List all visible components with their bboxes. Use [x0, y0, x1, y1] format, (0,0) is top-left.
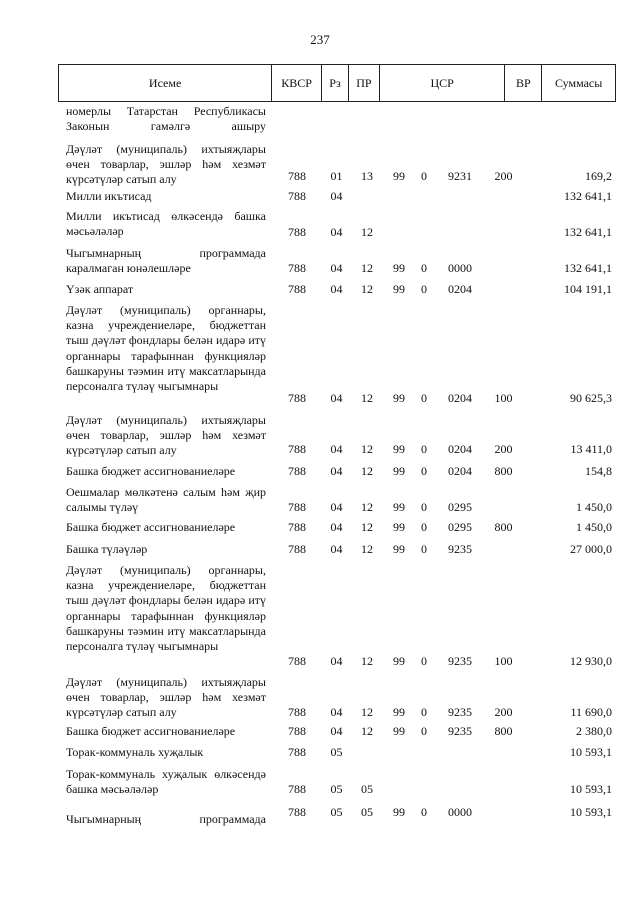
row-csr-subprogram: 0: [421, 169, 427, 183]
row-rz: 05: [330, 782, 343, 796]
row-pr: 12: [361, 500, 373, 514]
row-kvsr: 788: [288, 169, 306, 183]
row-name: Башка бюджет ассигнованиеләре: [66, 464, 236, 478]
row-csr-direction: 0204: [448, 464, 472, 478]
row-name: Дәүләт (муниципаль) ихтыяҗлары өчен товарлар, эшләр һәм хезмәт күрсәтүләр сатып алу: [66, 675, 266, 720]
row-csr-subprogram: 0: [421, 282, 427, 296]
row-csr-subprogram: 0: [421, 442, 427, 456]
row-csr-program: 99: [393, 391, 405, 405]
row-pr: 12: [361, 542, 373, 556]
header-csr: ЦСР: [380, 65, 506, 101]
row-sum: 132 641,1: [564, 189, 612, 203]
row-csr-direction: 0000: [448, 261, 472, 275]
row-csr-program: 99: [393, 542, 405, 556]
row-kvsr: 788: [288, 745, 306, 759]
row-name: Дәүләт (муниципаль) органнары, казна учреждениеләре, бюджеттан тыш дәүләт фондлары белән идарә итү органнары тарафыннан функцияләр башкаруны тәэмин итү максатларында персоналга түләү чыгымнары: [66, 303, 266, 394]
row-sum: 2 380,0: [576, 724, 612, 738]
row-pr: 12: [361, 391, 373, 405]
row-rz: 05: [330, 805, 343, 819]
row-name: Дәүләт (муниципаль) ихтыяҗлары өчен товарлар, эшләр һәм хезмәт күрсәтүләр сатып алу: [66, 142, 266, 187]
row-sum: 104 191,1: [564, 282, 612, 296]
row-name: Торак-коммуналь хуҗалык: [66, 745, 204, 759]
row-name: Дәүләт (муниципаль) ихтыяҗлары өчен товарлар, эшләр һәм хезмәт күрсәтүләр сатып алу: [66, 413, 266, 458]
row-kvsr: 788: [288, 189, 306, 203]
row-csr-program: 99: [393, 724, 405, 738]
row-kvsr: 788: [288, 782, 306, 796]
row-pr: 12: [361, 261, 373, 275]
row-name: Чыгымнарның программада каралмаган юнәлешләре: [66, 246, 266, 276]
row-sum: 1 450,0: [576, 520, 612, 534]
row-name: Торак-коммуналь хуҗалык өлкәсендә башка мәсьәләләр: [66, 767, 266, 797]
row-sum: 10 593,1: [570, 745, 612, 759]
row-csr-subprogram: 0: [421, 724, 427, 738]
row-name: Дәүләт (муниципаль) органнары, казна учреждениеләре, бюджеттан тыш дәүләт фондлары белән идарә итү органнары тарафыннан функцияләр башкаруны тәэмин итү максатларында персоналга түләү чыгымнары: [66, 563, 266, 654]
row-pr: 13: [361, 169, 373, 183]
header-kvsr: КВСР: [272, 65, 322, 101]
row-pr: 12: [361, 225, 373, 239]
row-csr-subprogram: 0: [421, 261, 427, 275]
row-csr-program: 99: [393, 282, 405, 296]
row-rz: 04: [330, 724, 343, 738]
row-rz: 04: [330, 705, 343, 719]
row-csr-direction: 0204: [448, 282, 472, 296]
header-sum: Суммасы: [554, 75, 603, 90]
row-kvsr: 788: [288, 520, 306, 534]
row-name: номерлы Татарстан Республикасы Законын гамәлгә ашыру: [66, 104, 266, 134]
row-sum: 27 000,0: [570, 542, 612, 556]
row-pr: 12: [361, 724, 373, 738]
row-sum: 132 641,1: [564, 225, 612, 239]
row-vr: 100: [494, 391, 513, 405]
row-csr-program: 99: [393, 464, 405, 478]
row-name: Милли икътисад өлкәсендә башка мәсьәләләр: [66, 209, 266, 239]
row-kvsr: 788: [288, 442, 306, 456]
row-sum: 13 411,0: [570, 442, 612, 456]
row-vr: 800: [494, 464, 513, 478]
header-rz: Рз: [322, 65, 349, 101]
row-name: Башка бюджет ассигнованиеләре: [66, 520, 236, 534]
row-sum: 1 450,0: [576, 500, 612, 514]
row-name: Башка түләүләр: [66, 542, 148, 556]
row-csr-program: 99: [393, 705, 405, 719]
row-kvsr: 788: [288, 805, 306, 819]
row-csr-subprogram: 0: [421, 464, 427, 478]
row-csr-program: 99: [393, 520, 405, 534]
row-sum: 11 690,0: [570, 705, 612, 719]
row-kvsr: 788: [288, 282, 306, 296]
row-vr: 200: [494, 442, 513, 456]
row-pr: 12: [361, 464, 373, 478]
row-csr-direction: 0204: [448, 391, 472, 405]
row-sum: 132 641,1: [564, 261, 612, 275]
row-csr-direction: 9235: [448, 654, 472, 668]
row-csr-subprogram: 0: [421, 654, 427, 668]
row-csr-subprogram: 0: [421, 542, 427, 556]
row-csr-program: 99: [393, 169, 405, 183]
header-name: Исеме: [59, 65, 272, 101]
row-pr: 12: [361, 520, 373, 534]
row-vr: 200: [494, 705, 513, 719]
row-csr-direction: 0000: [448, 805, 472, 819]
row-kvsr: 788: [288, 500, 306, 514]
row-sum: 154,8: [585, 464, 612, 478]
row-csr-direction: 0295: [448, 520, 472, 534]
row-vr: 100: [494, 654, 513, 668]
row-rz: 04: [330, 520, 343, 534]
row-csr-direction: 0295: [448, 500, 472, 514]
row-csr-program: 99: [393, 500, 405, 514]
header-vr: ВР: [505, 65, 542, 101]
row-csr-subprogram: 0: [421, 805, 427, 819]
row-rz: 04: [330, 654, 343, 668]
row-pr: 05: [361, 782, 373, 796]
row-name: Оешмалар мөлкәтенә салым һәм җир салымы түләү: [66, 485, 266, 515]
row-rz: 01: [330, 169, 343, 183]
row-kvsr: 788: [288, 391, 306, 405]
row-pr: 05: [361, 805, 373, 819]
row-rz: 04: [330, 542, 343, 556]
row-rz: 04: [330, 500, 343, 514]
row-vr: 200: [494, 169, 513, 183]
row-csr-subprogram: 0: [421, 391, 427, 405]
row-kvsr: 788: [288, 464, 306, 478]
row-name: Үзәк аппарат: [66, 282, 134, 296]
row-sum: 169,2: [585, 169, 612, 183]
row-sum: 10 593,1: [570, 805, 612, 819]
row-pr: 12: [361, 654, 373, 668]
row-kvsr: 788: [288, 724, 306, 738]
row-rz: 04: [330, 189, 343, 203]
header-pr: ПР: [349, 65, 380, 101]
row-csr-subprogram: 0: [421, 520, 427, 534]
row-rz: 04: [330, 442, 343, 456]
row-sum: 10 593,1: [570, 782, 612, 796]
row-rz: 04: [330, 282, 343, 296]
row-rz: 04: [330, 391, 343, 405]
row-name: Башка бюджет ассигнованиеләре: [66, 724, 236, 738]
row-csr-program: 99: [393, 654, 405, 668]
row-pr: 12: [361, 442, 373, 456]
row-sum: 90 625,3: [570, 391, 612, 405]
row-rz: 05: [330, 745, 343, 759]
row-kvsr: 788: [288, 542, 306, 556]
row-kvsr: 788: [288, 225, 306, 239]
page-number: 237: [310, 32, 330, 47]
row-vr: 800: [494, 724, 513, 738]
row-rz: 04: [330, 464, 343, 478]
row-csr-direction: 9231: [448, 169, 472, 183]
row-pr: 12: [361, 705, 373, 719]
row-csr-subprogram: 0: [421, 500, 427, 514]
row-name: Милли икътисад: [66, 189, 152, 203]
row-kvsr: 788: [288, 261, 306, 275]
row-csr-program: 99: [393, 261, 405, 275]
row-csr-direction: 0204: [448, 442, 472, 456]
row-kvsr: 788: [288, 654, 306, 668]
row-kvsr: 788: [288, 705, 306, 719]
row-csr-direction: 9235: [448, 542, 472, 556]
row-pr: 12: [361, 282, 373, 296]
row-rz: 04: [330, 225, 343, 239]
row-csr-direction: 9235: [448, 724, 472, 738]
row-csr-program: 99: [393, 442, 405, 456]
row-csr-subprogram: 0: [421, 705, 427, 719]
row-name: Чыгымнарның программада: [66, 812, 266, 826]
row-rz: 04: [330, 261, 343, 275]
row-csr-program: 99: [393, 805, 405, 819]
row-vr: 800: [494, 520, 513, 534]
row-sum: 12 930,0: [570, 654, 612, 668]
row-csr-direction: 9235: [448, 705, 472, 719]
